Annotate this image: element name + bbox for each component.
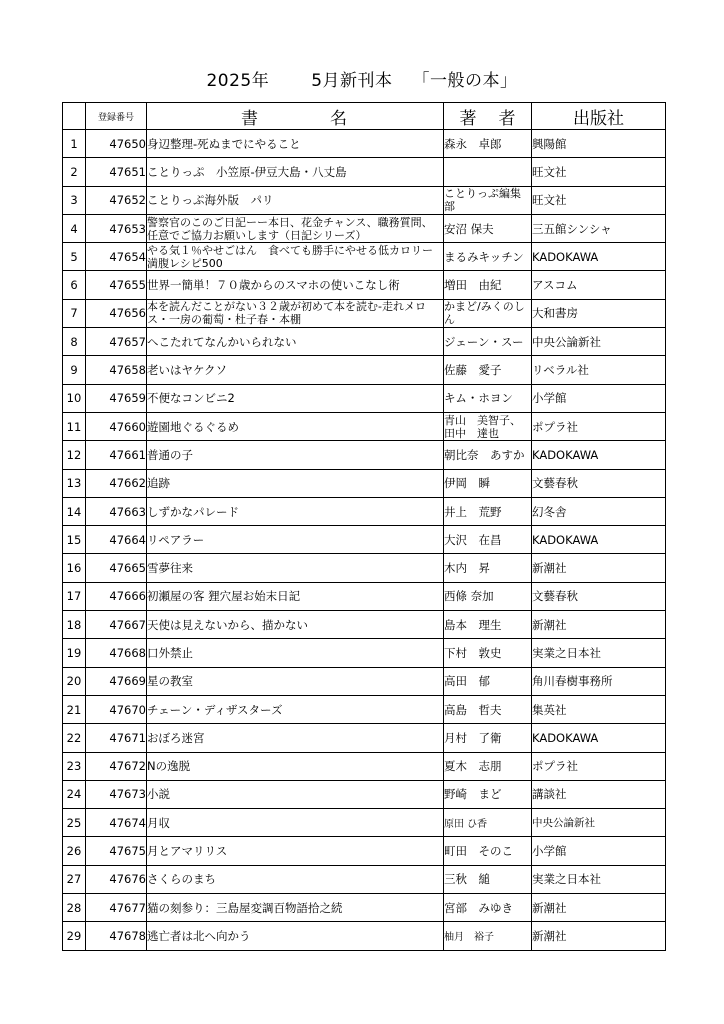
book-publisher: 旺文社 xyxy=(532,158,666,186)
row-number: 13 xyxy=(63,469,86,497)
registration-number: 47659 xyxy=(86,384,147,412)
row-number: 11 xyxy=(63,412,86,440)
registration-number: 47672 xyxy=(86,752,147,780)
table-body xyxy=(63,130,666,951)
table-row xyxy=(63,412,666,440)
registration-number: 47655 xyxy=(86,271,147,299)
book-publisher: 興陽館 xyxy=(532,130,666,158)
table-row xyxy=(63,724,666,752)
book-title: 普通の子 xyxy=(147,441,444,469)
table-row xyxy=(63,922,666,950)
book-title: 老いはヤケクソ xyxy=(147,356,444,384)
row-number: 23 xyxy=(63,752,86,780)
table-row xyxy=(63,526,666,554)
book-author: 木内 昇 xyxy=(444,554,532,582)
table-row xyxy=(63,554,666,582)
table-row xyxy=(63,158,666,186)
book-author: 夏木 志朋 xyxy=(444,752,532,780)
row-number: 10 xyxy=(63,384,86,412)
header-id: 登録番号 xyxy=(86,103,147,130)
row-number: 1 xyxy=(63,130,86,158)
book-publisher: 幻冬舎 xyxy=(532,497,666,525)
book-author: 原田 ひ香 xyxy=(444,809,532,837)
book-publisher: 集英社 xyxy=(532,695,666,723)
book-author: 下村 敦史 xyxy=(444,639,532,667)
registration-number: 47671 xyxy=(86,724,147,752)
book-title: 初瀬屋の客 狸穴屋お始末日記 xyxy=(147,582,444,610)
registration-number: 47651 xyxy=(86,158,147,186)
book-publisher: 新潮社 xyxy=(532,554,666,582)
registration-number: 47675 xyxy=(86,837,147,865)
book-title: 遊園地ぐるぐるめ xyxy=(147,412,444,440)
book-publisher: 三五館シンシャ xyxy=(532,214,666,242)
book-title: 星の教室 xyxy=(147,667,444,695)
page-title xyxy=(0,66,724,91)
book-author: 島本 理生 xyxy=(444,611,532,639)
book-author: 宮部 みゆき xyxy=(444,894,532,922)
book-author: 増田 由紀 xyxy=(444,271,532,299)
book-title: さくらのまち xyxy=(147,865,444,893)
row-number: 17 xyxy=(63,582,86,610)
row-number: 15 xyxy=(63,526,86,554)
book-title: 逃亡者は北へ向かう xyxy=(147,922,444,950)
row-number: 21 xyxy=(63,695,86,723)
row-number: 8 xyxy=(63,328,86,356)
book-title: おぼろ迷宮 xyxy=(147,724,444,752)
row-number: 7 xyxy=(63,299,86,327)
row-number: 24 xyxy=(63,780,86,808)
table-row xyxy=(63,837,666,865)
row-number: 3 xyxy=(63,186,86,214)
table-row xyxy=(63,639,666,667)
book-title: 口外禁止 xyxy=(147,639,444,667)
book-publisher: KADOKAWA xyxy=(532,441,666,469)
book-author: まるみキッチン xyxy=(444,243,532,271)
book-publisher: 大和書房 xyxy=(532,299,666,327)
registration-number: 47667 xyxy=(86,611,147,639)
book-publisher: 旺文社 xyxy=(532,186,666,214)
header-title-b: 名 xyxy=(330,108,349,129)
registration-number: 47674 xyxy=(86,809,147,837)
book-title: ことりっぷ海外版 パリ xyxy=(147,186,444,214)
book-publisher: KADOKAWA xyxy=(532,526,666,554)
book-author: 高島 哲夫 xyxy=(444,695,532,723)
registration-number: 47652 xyxy=(86,186,147,214)
registration-number: 47660 xyxy=(86,412,147,440)
row-number: 18 xyxy=(63,611,86,639)
book-publisher: 文藝春秋 xyxy=(532,582,666,610)
table-row xyxy=(63,780,666,808)
table-row xyxy=(63,441,666,469)
book-publisher: 小学館 xyxy=(532,837,666,865)
book-author: 高田 郁 xyxy=(444,667,532,695)
row-number: 14 xyxy=(63,497,86,525)
book-publisher: アスコム xyxy=(532,271,666,299)
header-author xyxy=(444,103,532,130)
registration-number: 47653 xyxy=(86,214,147,242)
book-publisher: 新潮社 xyxy=(532,922,666,950)
book-title: しずかなパレード xyxy=(147,497,444,525)
book-title: リペアラー xyxy=(147,526,444,554)
table-row xyxy=(63,130,666,158)
book-author: かまど/みくのしん xyxy=(444,299,532,327)
book-author: 井上 荒野 xyxy=(444,497,532,525)
book-title: 雪夢往来 xyxy=(147,554,444,582)
row-number: 22 xyxy=(63,724,86,752)
table-row xyxy=(63,611,666,639)
book-list-table xyxy=(62,102,666,951)
book-publisher: 中央公論新社 xyxy=(532,328,666,356)
book-author: 柚月 裕子 xyxy=(444,922,532,950)
book-title: 追跡 xyxy=(147,469,444,497)
registration-number: 47656 xyxy=(86,299,147,327)
book-title: ことりっぷ 小笠原-伊豆大島・八丈島 xyxy=(147,158,444,186)
row-number: 20 xyxy=(63,667,86,695)
registration-number: 47657 xyxy=(86,328,147,356)
book-publisher: KADOKAWA xyxy=(532,724,666,752)
book-publisher: 文藝春秋 xyxy=(532,469,666,497)
title-month: 5月新刊本 xyxy=(311,71,393,91)
book-publisher: 小学館 xyxy=(532,384,666,412)
header-publisher: 出版社 xyxy=(532,103,666,130)
book-publisher: 実業之日本社 xyxy=(532,639,666,667)
book-publisher: 新潮社 xyxy=(532,611,666,639)
table-row xyxy=(63,469,666,497)
registration-number: 47658 xyxy=(86,356,147,384)
table-row xyxy=(63,243,666,271)
book-publisher: 角川春樹事務所 xyxy=(532,667,666,695)
header-title xyxy=(147,103,444,130)
row-number: 29 xyxy=(63,922,86,950)
book-publisher: ポプラ社 xyxy=(532,412,666,440)
table-row xyxy=(63,809,666,837)
row-number: 4 xyxy=(63,214,86,242)
table-row xyxy=(63,894,666,922)
book-publisher: 実業之日本社 xyxy=(532,865,666,893)
registration-number: 47661 xyxy=(86,441,147,469)
registration-number: 47677 xyxy=(86,894,147,922)
book-author: 安沼 保夫 xyxy=(444,214,532,242)
book-publisher: リベラル社 xyxy=(532,356,666,384)
book-publisher: 中央公論新社 xyxy=(532,809,666,837)
book-title: 月とアマリリス xyxy=(147,837,444,865)
book-author: 大沢 在昌 xyxy=(444,526,532,554)
registration-number: 47663 xyxy=(86,497,147,525)
registration-number: 47654 xyxy=(86,243,147,271)
row-number: 16 xyxy=(63,554,86,582)
book-author: ジェーン・スー xyxy=(444,328,532,356)
row-number: 19 xyxy=(63,639,86,667)
book-author: 月村 了衛 xyxy=(444,724,532,752)
registration-number: 47678 xyxy=(86,922,147,950)
book-publisher: 新潮社 xyxy=(532,894,666,922)
table-row xyxy=(63,865,666,893)
book-publisher: ポプラ社 xyxy=(532,752,666,780)
row-number: 2 xyxy=(63,158,86,186)
book-title: 天使は見えないから、描かない xyxy=(147,611,444,639)
book-publisher: KADOKAWA xyxy=(532,243,666,271)
table-header-row xyxy=(63,103,666,130)
row-number: 5 xyxy=(63,243,86,271)
book-title: 不便なコンビニ2 xyxy=(147,384,444,412)
header-no xyxy=(63,103,86,130)
book-title: 身辺整理-死ぬまでにやること xyxy=(147,130,444,158)
row-number: 25 xyxy=(63,809,86,837)
book-author: 西條 奈加 xyxy=(444,582,532,610)
book-title: 警察官のこのご日記ーー本日、花金チャンス、職務質問、任意でご協力お願いします（日記シリーズ） xyxy=(147,214,444,242)
title-category: 「一般の本」 xyxy=(412,71,518,91)
registration-number: 47666 xyxy=(86,582,147,610)
book-title: Nの逸脱 xyxy=(147,752,444,780)
table-row xyxy=(63,752,666,780)
book-author: 三秋 縋 xyxy=(444,865,532,893)
header-author-b: 者 xyxy=(498,108,516,129)
registration-number: 47665 xyxy=(86,554,147,582)
book-title: へこたれてなんかいられない xyxy=(147,328,444,356)
book-author: キム・ホヨン xyxy=(444,384,532,412)
row-number: 6 xyxy=(63,271,86,299)
book-author: 森永 卓郎 xyxy=(444,130,532,158)
table-row xyxy=(63,582,666,610)
table-row xyxy=(63,328,666,356)
table-row xyxy=(63,695,666,723)
row-number: 26 xyxy=(63,837,86,865)
book-title: 世界一簡単！７０歳からのスマホの使いこなし術 xyxy=(147,271,444,299)
title-year: 2025年 xyxy=(206,71,270,91)
book-author: ことりっぷ編集部 xyxy=(444,186,532,214)
registration-number: 47670 xyxy=(86,695,147,723)
registration-number: 47673 xyxy=(86,780,147,808)
book-author: 青山 美智子、田中 達也 xyxy=(444,412,532,440)
table-row xyxy=(63,667,666,695)
table-row xyxy=(63,271,666,299)
header-author-a: 著 xyxy=(459,108,477,129)
book-author: 野崎 まど xyxy=(444,780,532,808)
header-title-a: 書 xyxy=(241,108,260,129)
row-number: 27 xyxy=(63,865,86,893)
registration-number: 47664 xyxy=(86,526,147,554)
registration-number: 47676 xyxy=(86,865,147,893)
book-author: 伊岡 瞬 xyxy=(444,469,532,497)
book-title: 猫の刻参り：三島屋変調百物語拾之続 xyxy=(147,894,444,922)
book-title: 小説 xyxy=(147,780,444,808)
table-row xyxy=(63,299,666,327)
registration-number: 47668 xyxy=(86,639,147,667)
book-author: 町田 そのこ xyxy=(444,837,532,865)
book-title: チェーン・ディザスターズ xyxy=(147,695,444,723)
book-publisher: 講談社 xyxy=(532,780,666,808)
registration-number: 47650 xyxy=(86,130,147,158)
row-number: 9 xyxy=(63,356,86,384)
table-row xyxy=(63,497,666,525)
book-author: 朝比奈 あすか xyxy=(444,441,532,469)
book-title: 本を読んだことがない３２歳が初めて本を読む-走れメロス・一房の葡萄・杜子春・本棚 xyxy=(147,299,444,327)
book-author: 佐藤 愛子 xyxy=(444,356,532,384)
row-number: 12 xyxy=(63,441,86,469)
table-row xyxy=(63,356,666,384)
book-title: 月収 xyxy=(147,809,444,837)
row-number: 28 xyxy=(63,894,86,922)
registration-number: 47662 xyxy=(86,469,147,497)
table-row xyxy=(63,214,666,242)
book-author xyxy=(444,158,532,186)
table-row xyxy=(63,186,666,214)
registration-number: 47669 xyxy=(86,667,147,695)
table-row xyxy=(63,384,666,412)
book-title: やる気１％やせごはん 食べても勝手にやせる低カロリー満腹レシピ500 xyxy=(147,243,444,271)
